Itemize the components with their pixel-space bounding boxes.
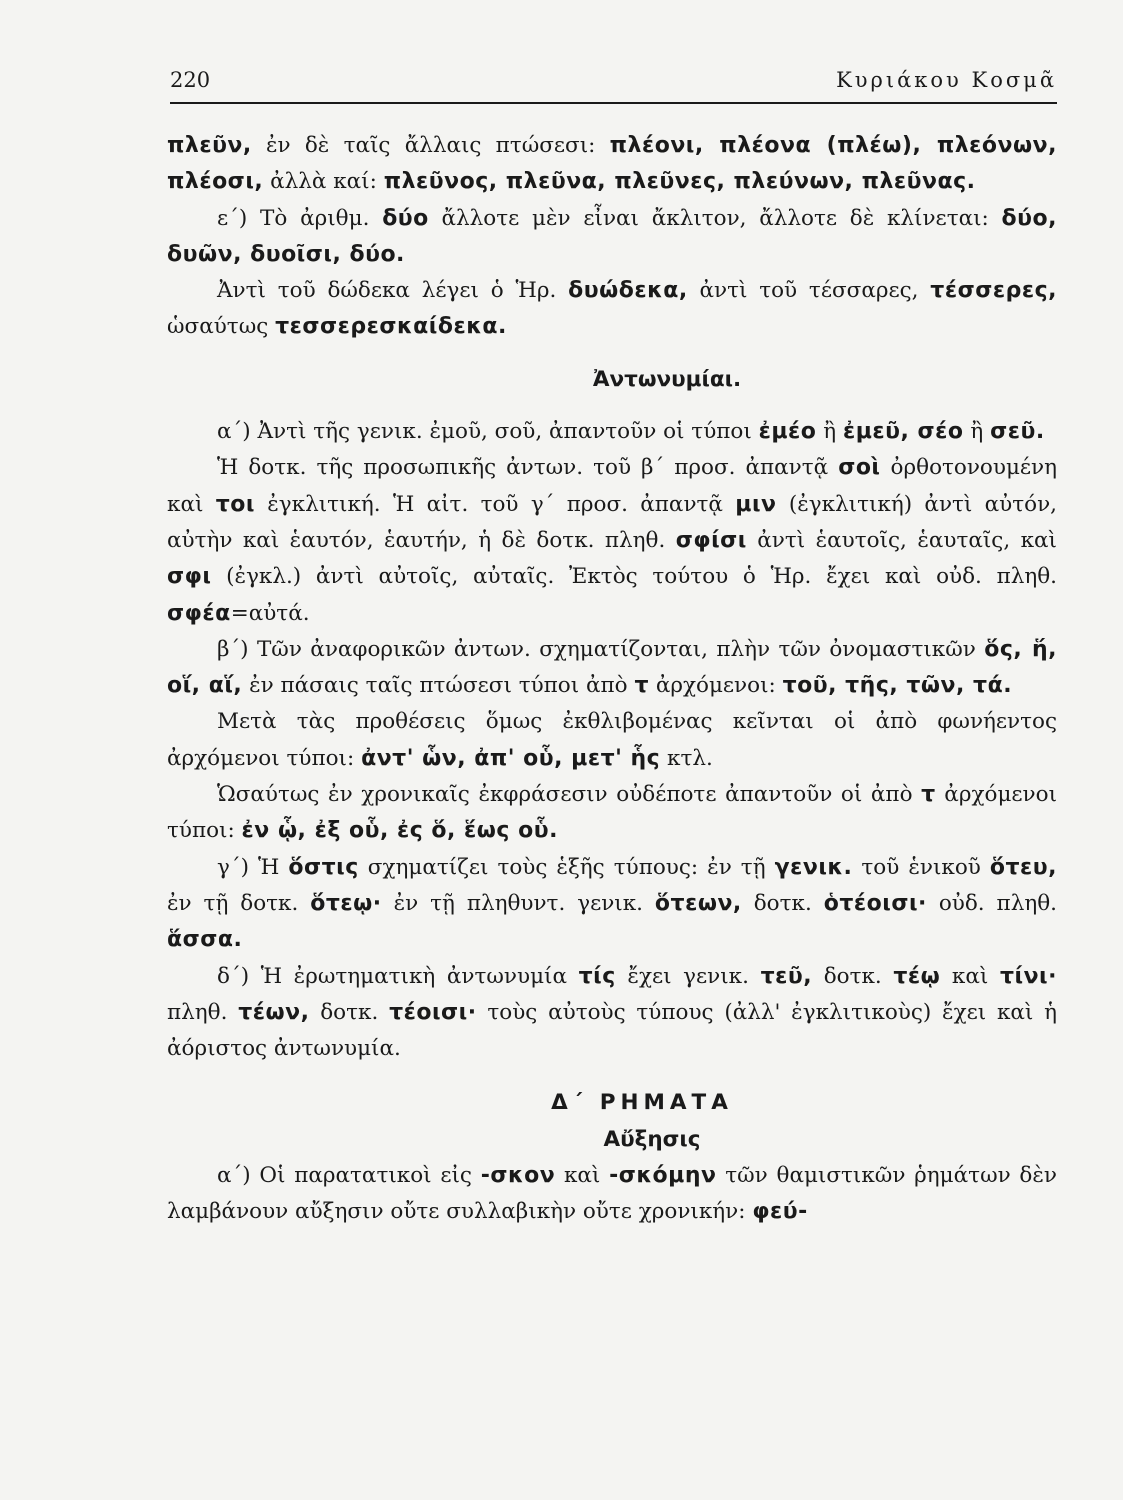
paragraph-2: ε΄) Τὸ ἀριθμ. δύο ἄλλοτε μὲν εἶναι ἄκλιτον, ἄλλοτε δὲ κλίνεται: δύο, δυῶν, δυοῖσι, δύο. (167, 205, 1057, 267)
paragraph-7: Μετὰ τὰς προθέσεις ὅμως ἐκθλιβομένας κεῖνται οἱ ἀπὸ φωνήεντος ἀρχόμενοι τύποι: ἀντ' ὧν, ἀπ' οὗ, μετ' ἧς κτλ. (167, 709, 1057, 771)
heading-pronouns: Ἀντωνυμίαι. (592, 366, 742, 392)
page-number: 220 (170, 68, 211, 92)
paragraph-9: γ΄) Ἡ ὅστις σχηματίζει τοὺς ἑξῆς τύπους: ἐν τῇ γενικ. τοῦ ἑνικοῦ ὅτευ, ἐν τῇ δοτκ. ὅτεῳ· ἐν τῇ πληθυντ. γενικ. ὅτεων, δοτκ. ὁτέοισι· οὐδ. πληθ. ἅσσα. (167, 854, 1057, 953)
running-title: Κυριάκου Κοσμᾶ (836, 68, 1057, 92)
body-text (167, 128, 1057, 1231)
paragraph-11: α΄) Οἱ παρατατικοὶ εἰς -σκον καὶ -σκόμην τῶν θαμιστικῶν ῥημάτων δὲν λαμβάνουν αὔξησιν οὔτε συλλαβικὴν οὔτε χρονικήν: φεύ- (167, 1163, 1057, 1225)
paragraph-3: Ἀντὶ τοῦ δώδεκα λέγει ὁ Ἡρ. δυώδεκα, ἀντὶ τοῦ τέσσαρες, τέσσερες, ὡσαύτως τεσσερεσκαίδεκα. (167, 278, 1057, 340)
heading-augment: Αὔξησις (603, 1126, 701, 1152)
paragraph-4: α΄) Ἀντὶ τῆς γενικ. ἐμοῦ, σοῦ, ἀπαντοῦν οἱ τύποι ἐμέο ἢ ἐμεῦ, σέο ἢ σεῦ. (217, 419, 1045, 445)
paragraph-1: πλεῦν, ἐν δὲ ταῖς ἄλλαις πτώσεσι: πλέονι, πλέονα (πλέω), πλεόνων, πλέοσι, ἀλλὰ καί: πλεῦνος, πλεῦνα, πλεῦνες, πλεύνων, πλεῦνας. (167, 133, 1057, 195)
paragraph-6: β΄) Τῶν ἀναφορικῶν ἀντων. σχηματίζονται, πλὴν τῶν ὀνομαστικῶν ὅς, ἥ, οἵ, αἵ, ἐν πάσαις ταῖς πτώσεσι τύποι ἀπὸ τ ἀρχόμενοι: τοῦ, τῆς, τῶν, τά. (167, 636, 1057, 699)
paragraph-10: δ΄) Ἡ ἐρωτηματικὴ ἀντωνυμία τίς ἔχει γενικ. τεῦ, δοτκ. τέῳ καὶ τίνι· πληθ. τέων, δοτκ. τέοισι· τοὺς αὐτοὺς τύπους (ἀλλ' ἐγκλιτικοὺς) ἔχει καὶ ἡ ἀόριστος ἀντωνυμία. (167, 963, 1057, 1062)
page-header (170, 68, 1057, 102)
header-rule (170, 102, 1057, 104)
heading-verbs: Δ΄ ΡΗΜΑΤΑ (551, 1090, 733, 1116)
paragraph-8: Ὡσαύτως ἐν χρονικαῖς ἐκφράσεσιν οὐδέποτε ἀπαντοῦν οἱ ἀπὸ τ ἀρχόμενοι τύποι: ἐν ᾧ, ἐξ οὗ, ἐς ὅ, ἕως οὗ. (167, 782, 1057, 844)
paragraph-5: Ἡ δοτκ. τῆς προσωπικῆς ἀντων. τοῦ β΄ προσ. ἀπαντᾷ σοὶ ὀρθοτονουμένη καὶ τοι ἐγκλιτική. Ἡ αἰτ. τοῦ γ΄ προσ. ἀπαντᾷ μιν (ἐγκλιτική) ἀντὶ αὐτόν, αὐτὴν καὶ ἑαυτόν, ἑαυτήν, ἡ δὲ δοτκ. πληθ. σφίσι ἀντὶ ἑαυτοῖς, ἑαυταῖς, καὶ σφι (ἐγκλ.) ἀντὶ αὐτοῖς, αὐταῖς. Ἐκτὸς τούτου ὁ Ἡρ. ἔχει καὶ οὐδ. πληθ. σφέα=αὐτά. (167, 455, 1058, 626)
